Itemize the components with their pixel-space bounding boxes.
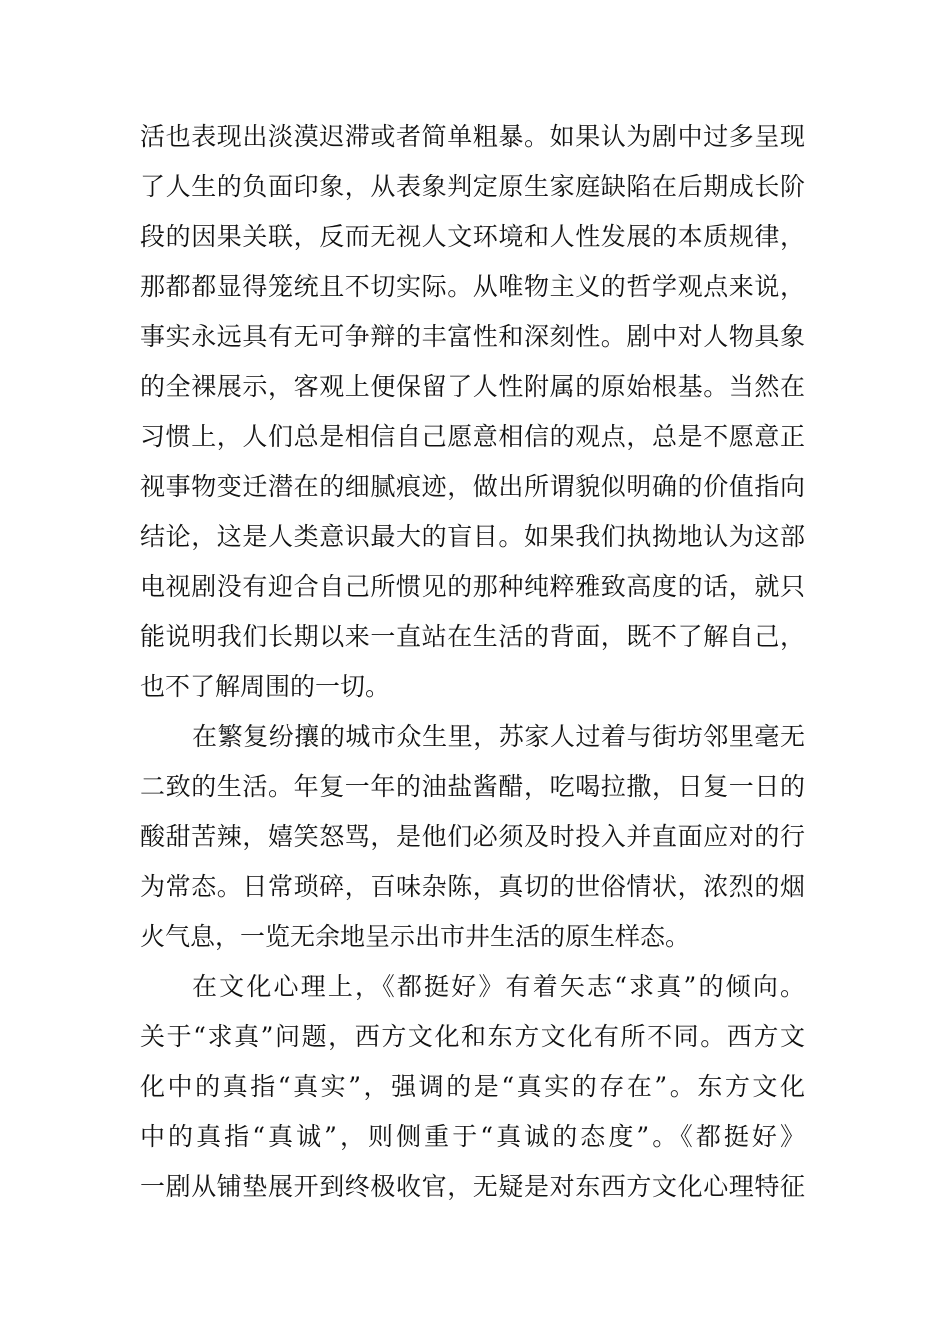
text-line: 段的因果关联，反而无视人文环境和人性发展的本质规律， — [140, 222, 805, 251]
document-body — [140, 112, 805, 1212]
text-line: 中的真指“真诚”，则侧重于“真诚的态度”。《都挺好》 — [140, 1122, 805, 1151]
text-line: 的全裸展示，客观上便保留了人性附属的原始根基。当然在 — [140, 372, 805, 401]
text-line: 关于“求真”问题，西方文化和东方文化有所不同。西方文 — [140, 1022, 805, 1051]
text-line: 结论，这是人类意识最大的盲目。如果我们执拗地认为这部 — [140, 522, 805, 551]
text-line: 能说明我们长期以来一直站在生活的背面，既不了解自己， — [140, 622, 805, 651]
text-line: 在繁复纷攘的城市众生里，苏家人过着与街坊邻里毫无 — [192, 722, 805, 751]
text-line: 酸甜苦辣，嬉笑怒骂，是他们必须及时投入并直面应对的行 — [140, 822, 805, 851]
text-line: 那都都显得笼统且不切实际。从唯物主义的哲学观点来说， — [140, 272, 805, 301]
text-line: 在文化心理上，《都挺好》有着矢志“求真”的倾向。 — [192, 972, 805, 1001]
text-line: 化中的真指“真实”，强调的是“真实的存在”。东方文化 — [140, 1072, 805, 1101]
text-line: 事实永远具有无可争辩的丰富性和深刻性。剧中对人物具象 — [140, 322, 805, 351]
text-line: 电视剧没有迎合自己所惯见的那种纯粹雅致高度的话，就只 — [140, 572, 805, 601]
text-line: 一剧从铺垫展开到终极收官，无疑是对东西方文化心理特征 — [140, 1172, 805, 1201]
text-line: 二致的生活。年复一年的油盐酱醋，吃喝拉撒，日复一日的 — [140, 772, 805, 801]
text-line: 活也表现出淡漠迟滞或者简单粗暴。如果认为剧中过多呈现 — [140, 122, 805, 151]
text-line: 视事物变迁潜在的细腻痕迹，做出所谓貌似明确的价值指向 — [140, 472, 805, 501]
text-line: 了人生的负面印象，从表象判定原生家庭缺陷在后期成长阶 — [140, 172, 805, 201]
text-line: 习惯上，人们总是相信自己愿意相信的观点，总是不愿意正 — [140, 422, 805, 451]
text-line: 火气息，一览无余地呈示出市井生活的原生样态。 — [140, 922, 691, 951]
text-line: 为常态。日常琐碎，百味杂陈，真切的世俗情状，浓烈的烟 — [140, 872, 805, 901]
text-line: 也不了解周围的一切。 — [140, 672, 391, 701]
